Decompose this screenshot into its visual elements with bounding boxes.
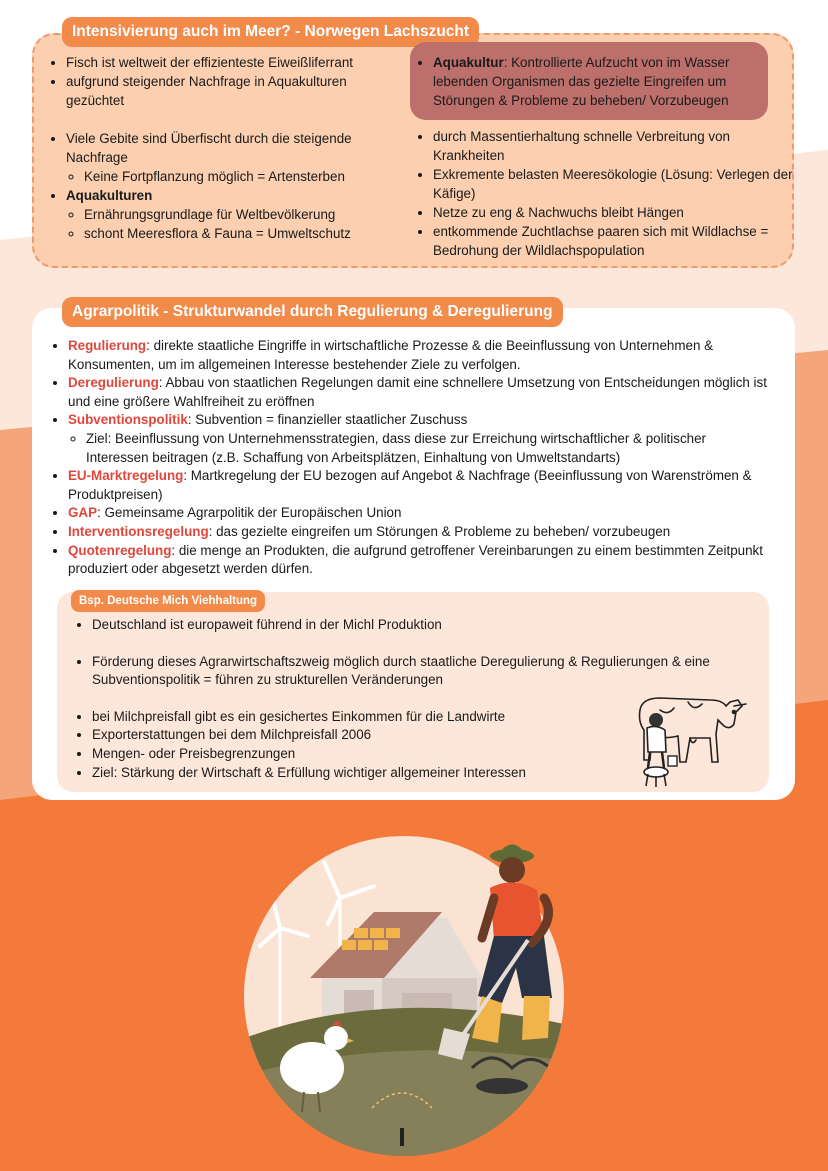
- policy-item: • Regulierung: direkte staatliche Eingriffe in wirtschaftliche Prozesse & die Beeinflussung von Unternehmen & Konsumenten, um im allgemeinen Interesse bestehender Ziele zu verfolgen.: [68, 337, 772, 374]
- policy-term: Regulierung: [68, 338, 147, 353]
- list-item: • Förderung dieses Agrarwirtschaftszweig möglich durch staatliche Deregulierung & Regulierungen & eine Subventionspolitik = führen zu strukturellen Veränderungen: [92, 653, 746, 690]
- sub-list-item: ◦ Keine Fortpflanzung möglich = Artensterben: [84, 167, 400, 186]
- policy-term: Subventionspolitik: [68, 412, 188, 428]
- policy-item: • Quotenregelung: die menge an Produkten, die aufgrund getroffener Vereinbarungen zu einem bestimmten Zeitpunkt produziert oder abgesetzt werden dürfen.: [68, 542, 772, 579]
- section1-right-column: [417, 127, 797, 260]
- list-item: • Fisch ist weltweit der effizienteste Eiweißliferrant: [66, 53, 400, 72]
- policy-term: Quotenregelung: [68, 542, 172, 558]
- sub-list-item: ◦ Ernährungsgrundlage für Weltbevölkerung: [84, 205, 400, 224]
- policy-term: GAP: [68, 505, 98, 521]
- list-item: • Viele Gebite sind Überfischt durch die steigende Nachfrage ◦ Keine Fortpflanzung möglich = Artensterben: [66, 129, 400, 186]
- list-item: • entkommende Zuchtlachse paaren sich mit Wildlachse = Bedrohung der Wildlachspopulation: [433, 222, 797, 260]
- policy-item: • Subventionspolitik: Subvention = finanzieller staatlicher Zuschuss ◦ Ziel: Beeinflussung von Unternehmensstrategien, dass diese zur Erreichung wirtschaftlicher & politischer Interessen beitragen (z.B. Schaffung von Arbeitsplätzen, Einhaltung von Umweltstandarts): [68, 411, 772, 467]
- policy-item: • GAP: Gemeinsame Agrarpolitik der Europäischen Union: [68, 504, 772, 523]
- list-item: • Ziel: Stärkung der Wirtschaft & Erfüllung wichtiger allgemeiner Interessen: [92, 764, 746, 783]
- policy-list: [52, 337, 772, 579]
- list-item: • Exkremente belasten Meeresökologie (Lösung: Verlegen der Käfige): [433, 165, 797, 203]
- policy-item: • EU-Marktregelung: Martkregelung der EU bezogen auf Angebot & Nachfrage (Beeinflussung von Warenströmen & Produktpreisen): [68, 467, 772, 504]
- list-item: • aufgrund steigender Nachfrage in Aquakulturen gezüchtet: [66, 72, 400, 110]
- farm-scene-icon: [232, 828, 602, 1158]
- policy-term: EU-Marktregelung: [68, 468, 184, 484]
- section1-title: Intensivierung auch im Meer? - Norwegen Lachszucht: [62, 17, 479, 47]
- list-item: • Mengen- oder Preisbegrenzungen: [92, 745, 746, 764]
- list-item: • bei Milchpreisfall gibt es ein gesichertes Einkommen für die Landwirte: [92, 708, 746, 727]
- list-item: • Deutschland ist europaweit führend in der Michl Produktion: [92, 616, 746, 635]
- sub-list-item: ◦ schont Meeresflora & Fauna = Umweltschutz: [84, 224, 400, 243]
- list-item: • Exporterstattungen bei dem Milchpreisfall 2006: [92, 726, 746, 745]
- policy-term: Deregulierung: [68, 375, 159, 391]
- policy-item: • Interventionsregelung: das gezielte eingreifen um Störungen & Probleme zu beheben/ vorzubeugen: [68, 523, 772, 542]
- sub-list-item: ◦ Ziel: Beeinflussung von Unternehmensstrategien, dass diese zur Erreichung wirtschaftlicher & politischer Interessen beitragen (z.B. Schaffung von Arbeitsplätzen, Einhaltung von Umweltstandarts): [86, 430, 772, 467]
- policy-item: • Deregulierung: Abbau von staatlichen Regelungen damit eine schnellere Umsetzung von Entscheidungen möglich ist und eine größere Wahlfreiheit zu eröffnen: [68, 374, 772, 411]
- list-item: • Netze zu eng & Nachwuchs bleibt Hängen: [433, 203, 797, 222]
- policy-term: Interventionsregelung: [68, 523, 209, 539]
- section2-title: Agrarpolitik - Strukturwandel durch Regulierung & Deregulierung: [62, 297, 563, 327]
- list-item: • Aquakulturen ◦ Ernährungsgrundlage für Weltbevölkerung ◦ schont Meeresflora & Fauna = Umweltschutz: [66, 186, 400, 243]
- section1-left-column: [50, 53, 400, 243]
- example-title: Bsp. Deutsche Mich Viehhaltung: [71, 590, 265, 612]
- list-item: • durch Massentierhaltung schnelle Verbreitung von Krankheiten: [433, 127, 797, 165]
- cow-milking-icon: [630, 690, 750, 790]
- aquaculture-definition: • Aquakultur: Kontrollierte Aufzucht von im Wasser lebenden Organismen das gezielte Eingreifen um Störungen & Probleme zu beheben/ Vorzubeugen: [417, 53, 762, 110]
